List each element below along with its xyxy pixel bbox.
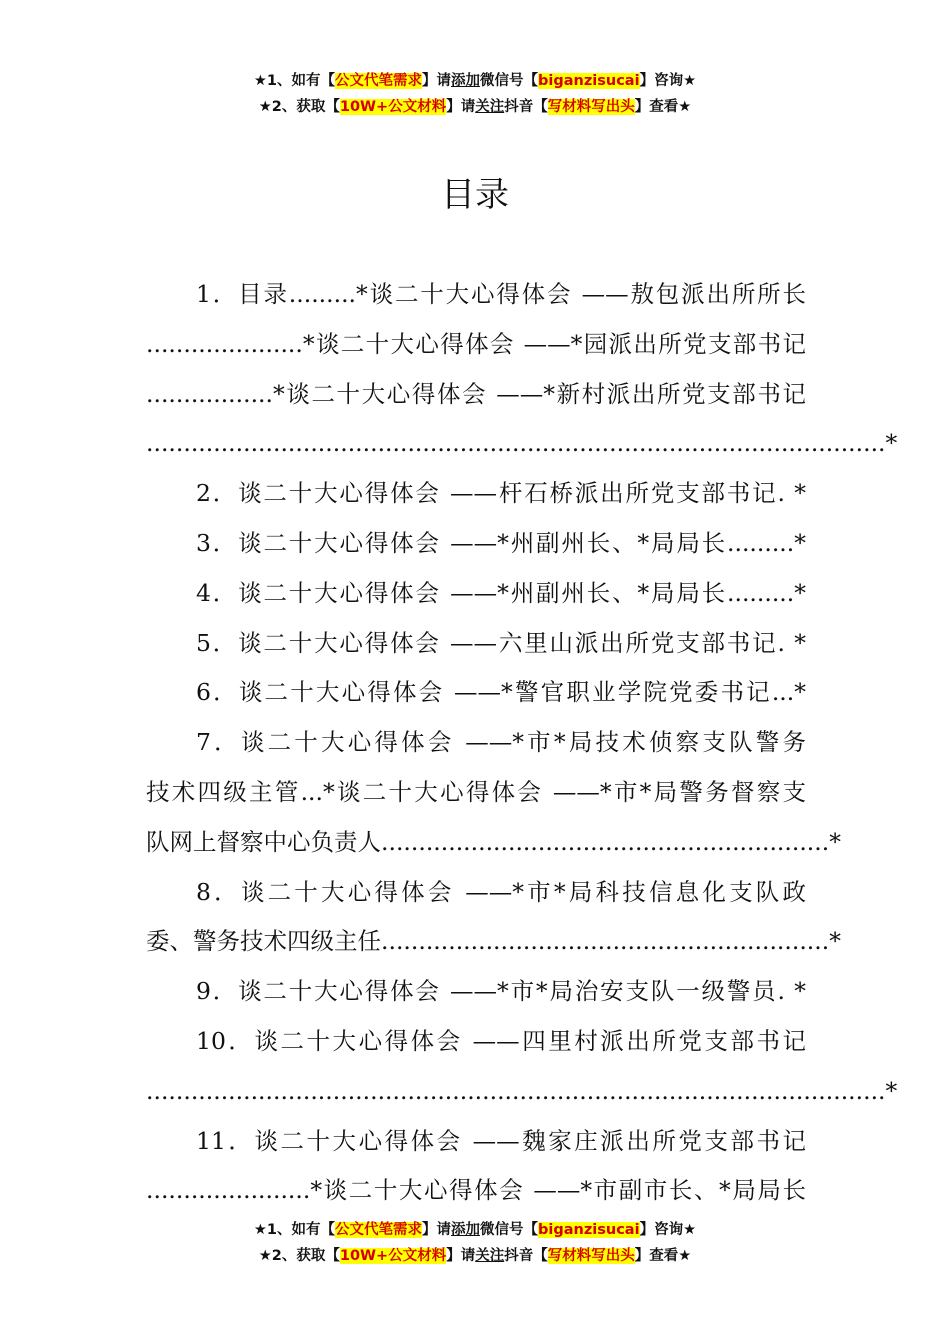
toc-line: 6．谈二十大心得体会 ——*警官职业学院党委书记...* [196,678,806,707]
toc-line: 技术四级主管...*谈二十大心得体会 ——*市*局警务督察支 [146,777,806,806]
ad-highlight-2: 10W+公文材料 [339,1248,447,1264]
ad-line-2: ★2、获取【10W+公文材料】请关注抖音【写材料写出头】查看★ [258,1248,692,1264]
toc-line: .....................*谈二十大心得体会 ——*园派出所党支部书记 [146,329,806,358]
toc-line: 9．谈二十大心得体会 ——*市*局治安支队一级警员. * [196,977,806,1006]
table-of-contents [146,270,898,1216]
toc-line: 7．谈二十大心得体会 ——*市*局技术侦察支队警务 [196,728,806,757]
footer-ad-banner [0,1217,950,1269]
ad-wechat-id: biganzisucai [538,73,640,89]
toc-line: 委、警务技术四级主任............................................................* [146,927,841,956]
ad-highlight-2: 10W+公文材料 [339,99,447,115]
toc-line: .................*谈二十大心得体会 ——*新村派出所党支部书记 [146,379,806,408]
toc-line: 5．谈二十大心得体会 ——六里山派出所党支部书记. * [196,628,806,657]
toc-line: 8．谈二十大心得体会 ——*市*局科技信息化支队政 [196,877,806,906]
ad-line-1: ★1、如有【公文代笔需求】请添加微信号【biganzisucai】咨询★ [253,73,697,89]
ad-line-1: ★1、如有【公文代笔需求】请添加微信号【biganzisucai】咨询★ [253,1222,697,1238]
toc-line: 2．谈二十大心得体会 ——杆石桥派出所党支部书记. * [196,479,806,508]
toc-line: 11．谈二十大心得体会 ——魏家庄派出所党支部书记 [196,1126,806,1155]
ad-douyin-id: 写材料写出头 [547,99,635,115]
ad-line-2: ★2、获取【10W+公文材料】请关注抖音【写材料写出头】查看★ [258,99,692,115]
header-ad-banner [0,68,950,120]
toc-line: 队网上督察中心负责人............................................................* [146,827,841,856]
ad-highlight-1: 公文代笔需求 [335,73,423,89]
toc-line: 4．谈二十大心得体会 ——*州副州长、*局局长.........* [196,578,806,607]
ad-wechat-id: biganzisucai [538,1222,640,1238]
ad-highlight-1: 公文代笔需求 [335,1222,423,1238]
toc-line: ......................*谈二十大心得体会 ——*市副市长、*局局长 [146,1176,806,1205]
ad-douyin-id: 写材料写出头 [547,1248,635,1264]
toc-line: 3．谈二十大心得体会 ——*州副州长、*局局长.........* [196,528,806,557]
toc-line: 1．目录.........*谈二十大心得体会 ——敖包派出所所长 [196,280,806,308]
page-title: 目录 [441,175,509,215]
toc-line: 10．谈二十大心得体会 ——四里村派出所党支部书记 [196,1026,806,1055]
toc-line: ...................................................................................................* [146,1076,898,1105]
toc-line: ...................................................................................................* [146,429,898,458]
